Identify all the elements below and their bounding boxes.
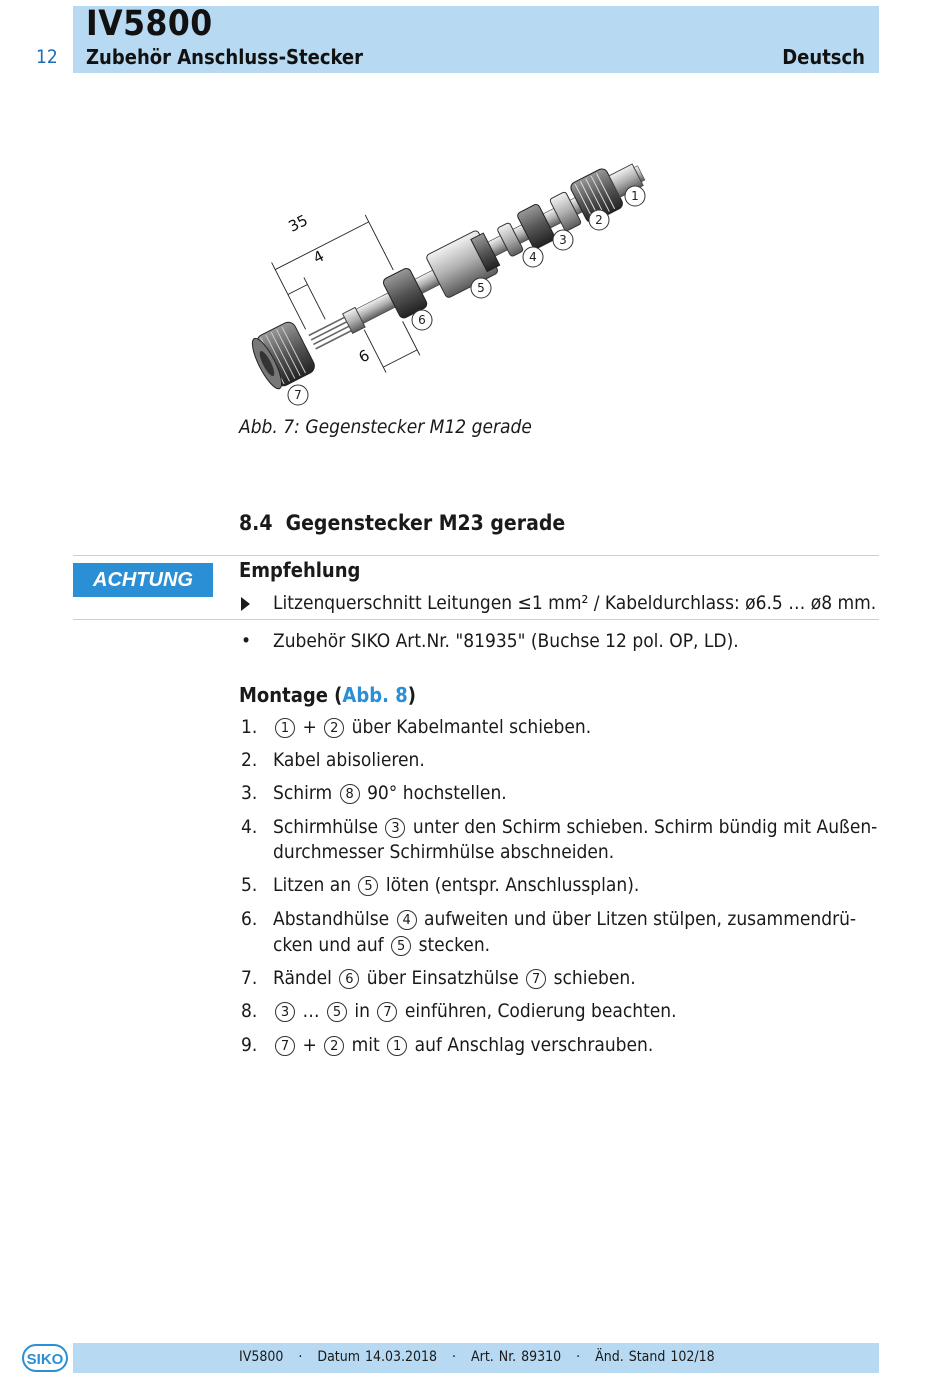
step-text: aufweiten und über Litzen stülpen, zusammendrü- xyxy=(424,908,857,930)
step-number: 5. xyxy=(241,874,258,896)
footer-text: IV5800 · Datum 14.03.2018 · Art. Nr. 89310 · Änd. Stand 102/18 xyxy=(239,1349,715,1365)
figure-callout-5: 5 xyxy=(477,281,485,295)
step-number: 6. xyxy=(241,908,258,930)
step-2: Kabel abisolieren. xyxy=(273,749,425,771)
step-number: 1. xyxy=(241,716,258,738)
figure-callout-7: 7 xyxy=(294,388,302,402)
callout-icon: 5 xyxy=(391,936,411,956)
page-number: 12 xyxy=(36,46,58,68)
arrow-right-icon xyxy=(241,597,250,611)
siko-logo xyxy=(22,1344,68,1372)
step-text: stecken. xyxy=(418,934,491,956)
step-4 xyxy=(273,816,877,838)
callout-icon: 1 xyxy=(275,718,295,738)
callout-icon: 5 xyxy=(358,876,378,896)
figure-callout-3: 3 xyxy=(559,233,567,247)
callout-icon: 1 xyxy=(387,1036,407,1056)
callout-icon: 4 xyxy=(397,910,417,930)
step-text: Schirmhülse xyxy=(273,816,379,838)
callout-icon: 2 xyxy=(324,718,344,738)
step-text: Rändel xyxy=(273,967,332,989)
dimension-35: 35 xyxy=(285,211,311,236)
connector-exploded-figure xyxy=(235,120,675,410)
callout-icon: 3 xyxy=(275,1002,295,1022)
achtung-badge: ACHTUNG xyxy=(73,563,213,597)
section-heading: 8.4 Gegenstecker M23 gerade xyxy=(239,511,566,535)
figure-link[interactable]: Abb. 8 xyxy=(342,683,408,707)
siko-logo-text: SIKO xyxy=(26,1351,64,1368)
step-text: Litzen an xyxy=(273,874,352,896)
step-text: Schirm xyxy=(273,782,333,804)
step-text: schieben. xyxy=(553,967,636,989)
step-text: unter den Schirm schieben. Schirm bündig mit Außen- xyxy=(412,816,878,838)
dimension-4: 4 xyxy=(310,246,327,268)
notice-bottom-rule xyxy=(73,619,879,620)
callout-icon: 2 xyxy=(324,1036,344,1056)
step-text: + xyxy=(302,716,317,738)
step-number: 7. xyxy=(241,967,258,989)
step-text: 90° hochstellen. xyxy=(367,782,507,804)
accessory-text: Zubehör SIKO Art.Nr. "81935" (Buchse 12 pol. OP, LD). xyxy=(273,630,739,652)
step-4-continued: durchmesser Schirmhülse abschneiden. xyxy=(273,841,615,863)
montage-heading xyxy=(239,683,416,707)
step-text: über Kabelmantel schieben. xyxy=(351,716,592,738)
callout-icon: 7 xyxy=(526,969,546,989)
callout-icon: 7 xyxy=(275,1036,295,1056)
step-number: 4. xyxy=(241,816,258,838)
step-text: einführen, Codierung beachten. xyxy=(404,1000,677,1022)
callout-icon: 5 xyxy=(327,1002,347,1022)
step-number: 3. xyxy=(241,782,258,804)
notice-top-rule xyxy=(73,555,879,556)
step-text: in xyxy=(354,1000,371,1022)
header-language: Deutsch xyxy=(782,45,865,69)
figure-callout-4: 4 xyxy=(529,250,537,264)
step-3 xyxy=(273,782,507,804)
step-1 xyxy=(273,716,591,738)
figure-callout-6: 6 xyxy=(418,313,426,327)
figure-caption: Abb. 7: Gegenstecker M12 gerade xyxy=(239,416,532,438)
figure-callout-1: 1 xyxy=(631,189,639,203)
montage-heading-text: Montage ( xyxy=(239,683,343,707)
step-7 xyxy=(273,967,636,989)
callout-icon: 3 xyxy=(385,818,405,838)
step-text: über Einsatzhülse xyxy=(366,967,519,989)
step-text: + xyxy=(302,1034,317,1056)
step-5 xyxy=(273,874,639,896)
callout-icon: 7 xyxy=(377,1002,397,1022)
step-9 xyxy=(273,1034,653,1056)
step-number: 2. xyxy=(241,749,258,771)
notice-text: Litzenquerschnitt Leitungen ≤1 mm² / Kabeldurchlass: ø6.5 … ø8 mm. xyxy=(273,592,877,614)
step-text: … xyxy=(302,1000,320,1022)
header-section: Zubehör Anschluss-Stecker xyxy=(86,45,364,69)
step-text: löten (entspr. Anschlussplan). xyxy=(385,874,640,896)
step-text: mit xyxy=(351,1034,380,1056)
document-title: IV5800 xyxy=(86,4,213,44)
step-text: cken und auf xyxy=(273,934,384,956)
callout-icon: 8 xyxy=(340,784,360,804)
figure-callout-2: 2 xyxy=(595,213,603,227)
notice-heading: Empfehlung xyxy=(239,558,361,582)
step-6 xyxy=(273,908,856,930)
step-number: 8. xyxy=(241,1000,258,1022)
step-text: auf Anschlag verschrauben. xyxy=(414,1034,654,1056)
dimension-6: 6 xyxy=(355,346,373,367)
montage-heading-close: ) xyxy=(407,683,416,707)
step-6-continued xyxy=(273,934,490,956)
bullet-icon: • xyxy=(241,630,252,652)
step-number: 9. xyxy=(241,1034,258,1056)
callout-icon: 6 xyxy=(339,969,359,989)
step-8 xyxy=(273,1000,677,1022)
step-text: Abstandhülse xyxy=(273,908,390,930)
